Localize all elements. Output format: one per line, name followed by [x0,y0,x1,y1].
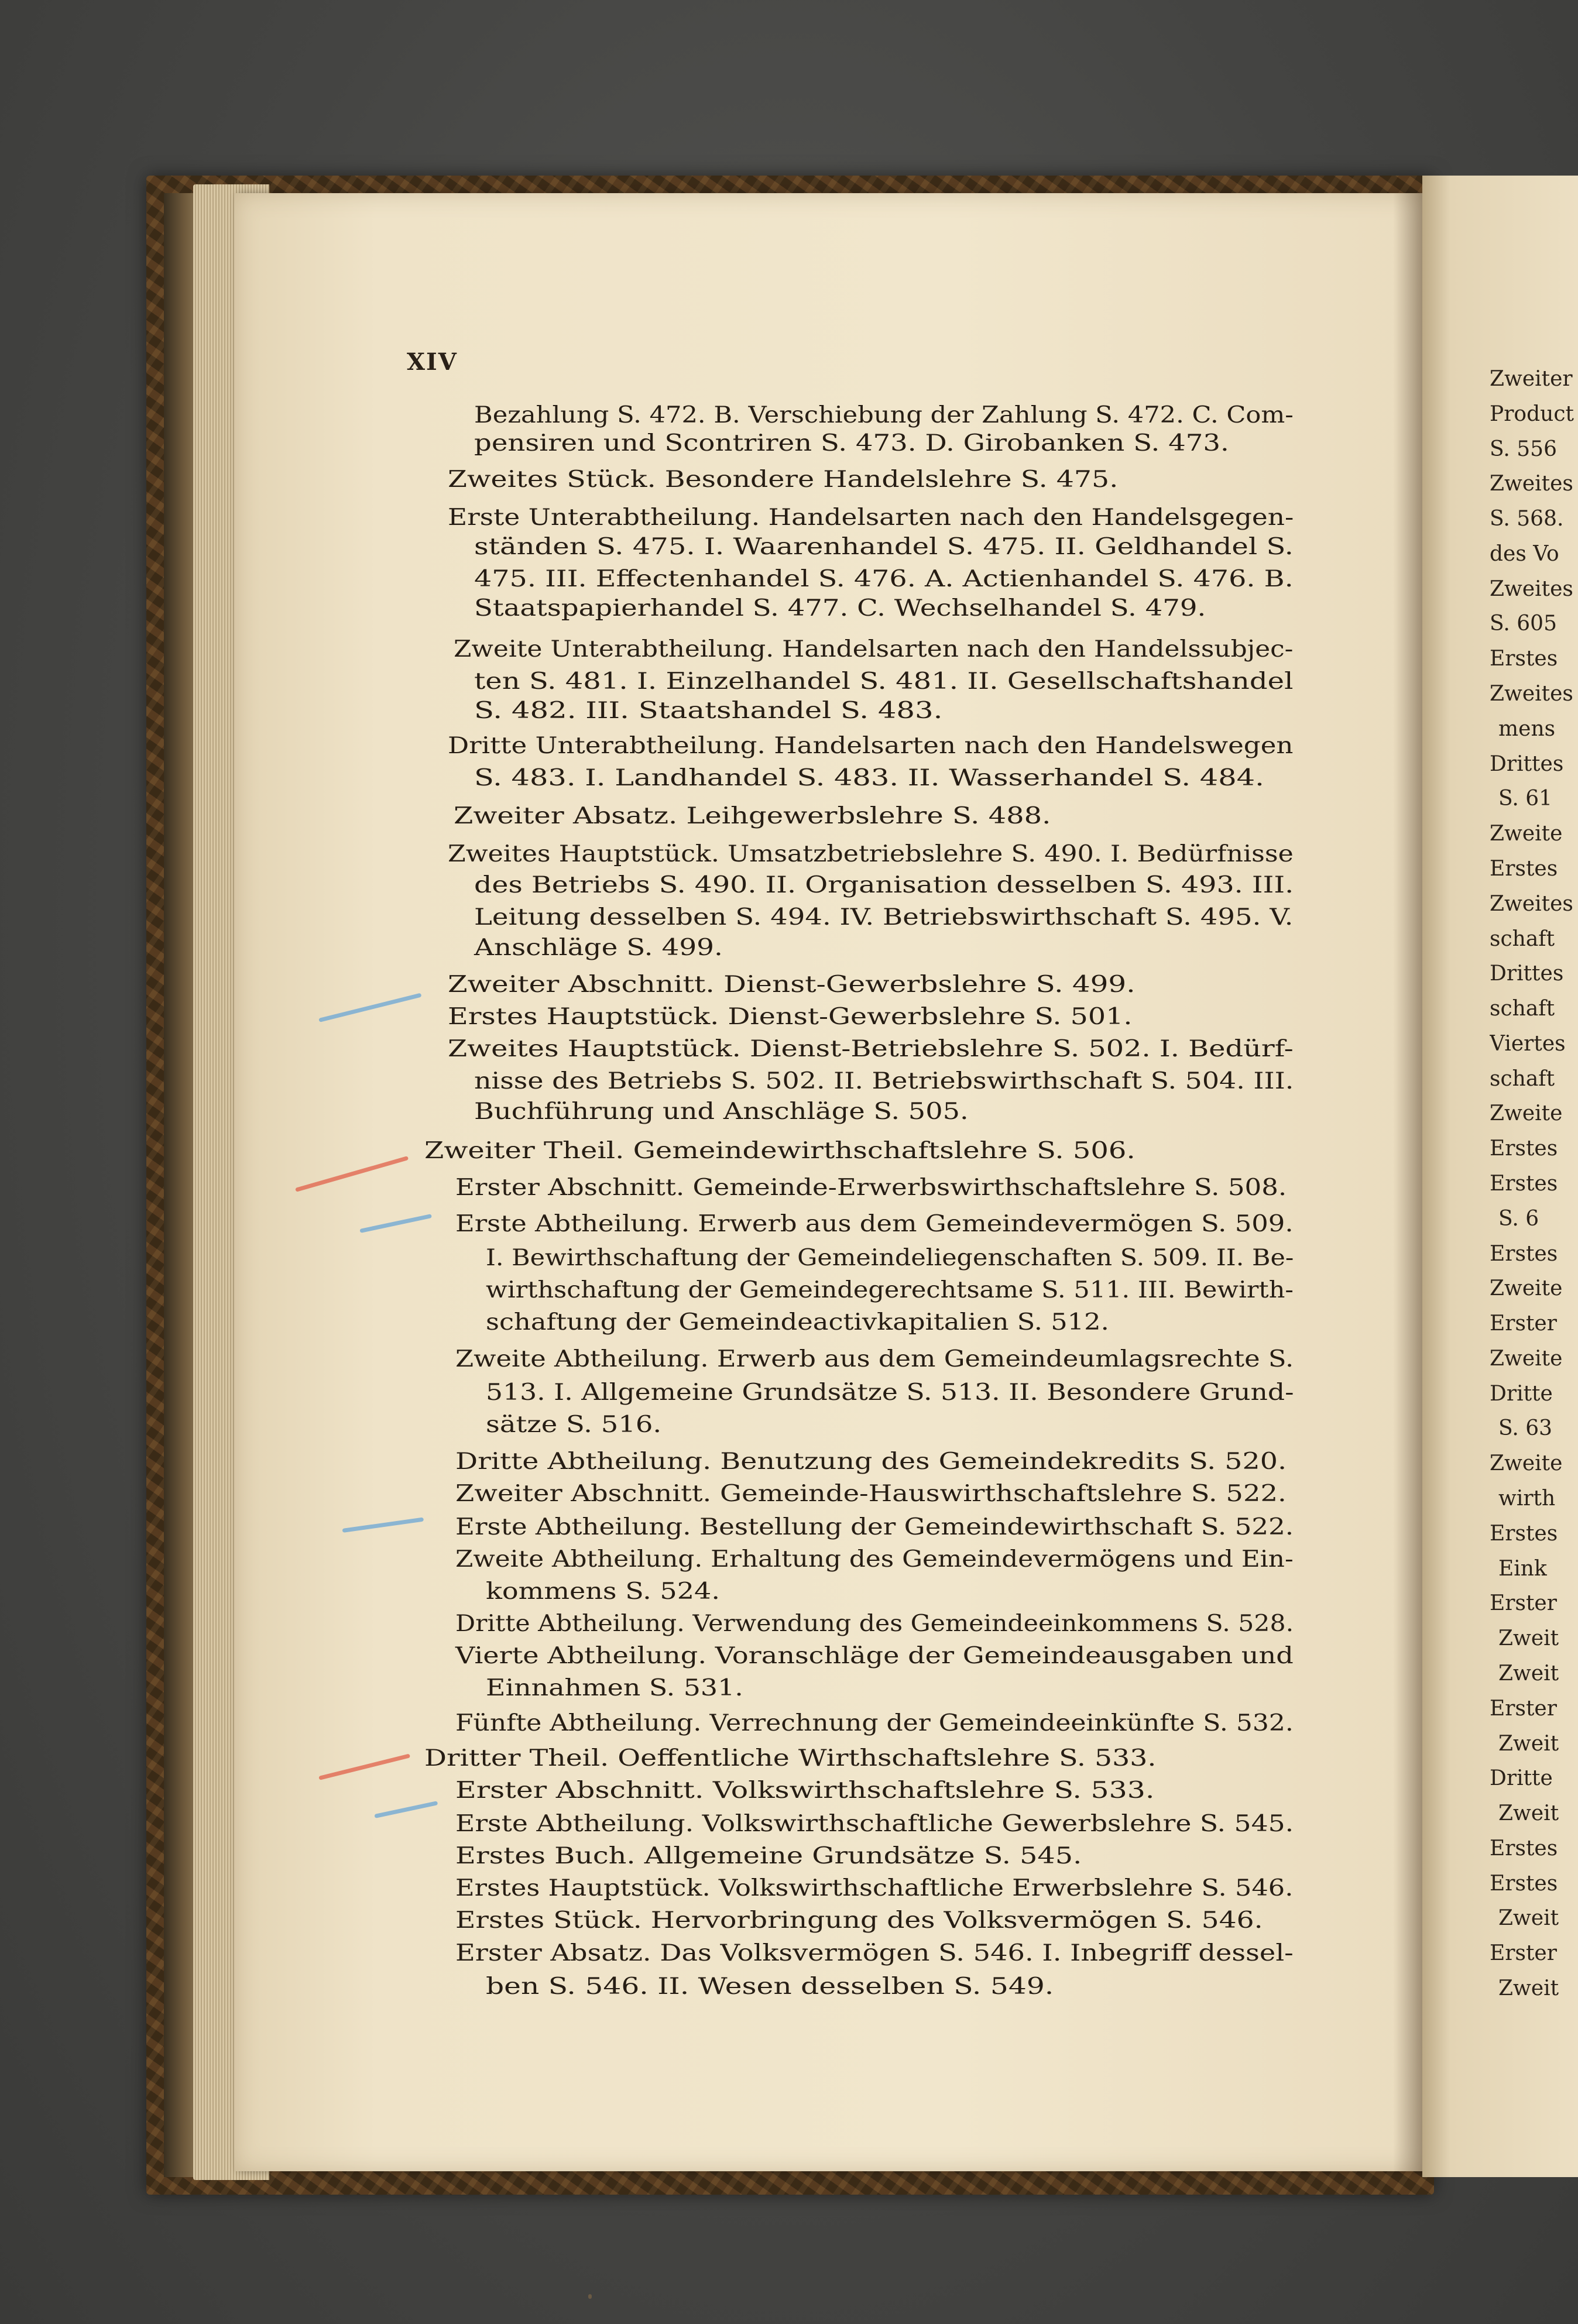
toc-line: Fünfte Abtheilung. Verrechnung der Gemeindeeinkünfte S. 532. [455,1709,1294,1736]
facing-page-line: Erstes [1490,858,1558,880]
facing-page-line: S. 61 [1498,788,1553,810]
toc-line: Dritte Abtheilung. Benutzung des Gemeindekredits S. 520. [455,1448,1287,1475]
facing-page-line: Dritte [1490,1383,1553,1405]
toc-line: ten S. 481. I. Einzelhandel S. 481. II. Gesellschaftshandel [474,668,1294,695]
toc-line: ben S. 546. II. Wesen desselben S. 549. [486,1973,1054,2000]
toc-line: Erstes Hauptstück. Volkswirthschaftliche Erwerbslehre S. 546. [455,1875,1294,1901]
toc-line: Buchführung und Anschläge S. 505. [474,1098,969,1125]
facing-page-line: Erstes [1490,1138,1558,1160]
toc-line: Zweite Unterabtheilung. Handelsarten nach den Handelssubjec- [454,636,1294,662]
facing-page-line: Erster [1490,1698,1557,1719]
toc-line: Vierte Abtheilung. Voranschläge der Gemeindeausgaben und [455,1642,1294,1669]
facing-page-line: Erster [1490,1593,1557,1615]
toc-line: Zweiter Abschnitt. Dienst-Gewerbslehre S. 499. [448,971,1136,998]
toc-line: 513. I. Allgemeine Grundsätze S. 513. II. Besondere Grund- [486,1379,1294,1406]
facing-page-line: Viertes [1490,1033,1566,1055]
toc-line: Bezahlung S. 472. B. Verschiebung der Zahlung S. 472. C. Com- [474,401,1294,428]
facing-page-line: Zweit [1498,1733,1559,1755]
facing-page-line: Drittes [1490,963,1564,985]
facing-page-line: Erstes [1490,1873,1558,1894]
facing-page-line: Zweite [1490,1348,1563,1369]
toc-line: I. Bewirthschaftung der Gemeindeliegenschaften S. 509. II. Be- [486,1244,1294,1271]
toc-line: ständen S. 475. I. Waarenhandel S. 475. II. Geldhandel S. [474,533,1294,560]
facing-page-line: wirth [1498,1488,1556,1510]
facing-page-line: S. 63 [1498,1418,1553,1440]
toc-line: kommens S. 524. [486,1578,720,1605]
facing-page-line: Erstes [1490,1838,1558,1859]
facing-page-line: Erster [1490,1313,1557,1335]
facing-page-line: Erstes [1490,648,1558,670]
toc-line: nisse des Betriebs S. 502. II. Betriebswirthschaft S. 504. III. [474,1067,1294,1094]
toc-line: Zweiter Theil. Gemeindewirthschaftslehre S. 506. [424,1137,1136,1164]
facing-page-line: Erstes [1490,1173,1558,1194]
facing-page-line: Zweite [1490,1453,1563,1475]
facing-page-line: S. 568. [1490,509,1564,530]
facing-page-line: Zweites [1490,684,1573,705]
toc-line: Zweiter Absatz. Leihgewerbslehre S. 488. [454,802,1051,829]
ink-speck [588,2294,592,2299]
toc-line: schaftung der Gemeindeactivkapitalien S. 512. [486,1309,1109,1336]
facing-page-line: S. 605 [1490,613,1557,635]
toc-line: Zweites Hauptstück. Dienst-Betriebslehre S. 502. I. Bedürf- [448,1035,1294,1062]
page-number: XIV [407,348,458,376]
toc-line: Erstes Hauptstück. Dienst-Gewerbslehre S. 501. [448,1003,1133,1030]
facing-page-line: des Vo [1490,543,1559,565]
toc-line: Zweite Abtheilung. Erwerb aus dem Gemeindeumlagsrechte S. [455,1345,1294,1372]
facing-page-line: schaft [1490,928,1555,950]
facing-page-line: Zweit [1498,1908,1559,1930]
toc-line: Dritter Theil. Oeffentliche Wirthschaftslehre S. 533. [424,1745,1157,1772]
facing-page-line: Erster [1490,1943,1557,1965]
toc-line: Erster Absatz. Das Volksvermögen S. 546. I. Inbegriff dessel- [455,1939,1294,1966]
facing-page-line: Zweit [1498,1663,1559,1684]
toc-line: Leitung desselben S. 494. IV. Betriebswirthschaft S. 495. V. [474,904,1294,931]
toc-line: Erstes Buch. Allgemeine Grundsätze S. 545. [455,1842,1082,1869]
facing-page-line: Zweite [1490,1103,1563,1125]
facing-page-line: Zweites [1490,893,1573,915]
facing-page-line: Zweit [1498,1978,1559,1999]
toc-line: 475. III. Effectenhandel S. 476. A. Actienhandel S. 476. B. [474,565,1294,592]
toc-line: S. 483. I. Landhandel S. 483. II. Wasserhandel S. 484. [474,764,1264,791]
toc-line: Dritte Unterabtheilung. Handelsarten nach den Handelswegen [448,732,1294,759]
toc-line: Erste Abtheilung. Bestellung der Gemeindewirthschaft S. 522. [455,1513,1294,1540]
toc-line: Zweite Abtheilung. Erhaltung des Gemeindevermögens und Ein- [455,1546,1294,1573]
facing-page-line: schaft [1490,998,1555,1020]
facing-page-line: S. 6 [1498,1208,1539,1230]
toc-line: Erste Unterabtheilung. Handelsarten nach den Handelsgegen- [448,504,1294,531]
toc-line: Erstes Stück. Hervorbringung des Volksvermögen S. 546. [455,1907,1263,1934]
facing-page-line: Zweiter [1490,369,1573,390]
toc-line: pensiren und Scontriren S. 473. D. Girobanken S. 473. [474,430,1229,456]
toc-line: Staatspapierhandel S. 477. C. Wechselhandel S. 479. [474,595,1206,622]
toc-line: Erste Abtheilung. Volkswirthschaftliche Gewerbslehre S. 545. [455,1810,1294,1837]
toc-line: Einnahmen S. 531. [486,1674,743,1701]
facing-page-line: schaft [1490,1068,1555,1090]
toc-line: Erster Abschnitt. Gemeinde-Erwerbswirthschaftslehre S. 508. [455,1174,1287,1201]
toc-line: S. 482. III. Staatshandel S. 483. [474,697,943,724]
facing-page-line: Product [1490,403,1574,425]
toc-line: des Betriebs S. 490. II. Organisation desselben S. 493. III. [474,871,1294,898]
toc-line: sätze S. 516. [486,1411,662,1438]
facing-page-line: Zweit [1498,1803,1559,1825]
toc-line: Zweiter Abschnitt. Gemeinde-Hauswirthschaftslehre S. 522. [455,1480,1287,1507]
facing-page-line: Zweites [1490,578,1573,600]
toc-line: Dritte Abtheilung. Verwendung des Gemeindeeinkommens S. 528. [455,1610,1294,1637]
toc-line: Anschläge S. 499. [474,934,723,961]
toc-line: Zweites Stück. Besondere Handelslehre S. 475. [448,466,1119,493]
facing-page-line: Dritte [1490,1768,1553,1790]
facing-page-line: Zweite [1490,823,1563,845]
facing-page-line: Drittes [1490,753,1564,775]
toc-line: Erster Abschnitt. Volkswirthschaftslehre S. 533. [455,1777,1155,1804]
facing-page-line: Zweites [1490,473,1573,495]
facing-page-line: Erstes [1490,1243,1558,1265]
toc-line: Erste Abtheilung. Erwerb aus dem Gemeindevermögen S. 509. [455,1210,1294,1237]
facing-page-line: S. 556 [1490,438,1557,460]
facing-page-line: Zweite [1490,1278,1563,1300]
facing-page-line: Eink [1498,1558,1547,1580]
facing-page-line: mens [1498,718,1556,740]
facing-page-line: Erstes [1490,1523,1558,1544]
toc-line: Zweites Hauptstück. Umsatzbetriebslehre S. 490. I. Bedürfnisse [448,840,1294,867]
toc-line: wirthschaftung der Gemeindegerechtsame S. 511. III. Bewirth- [486,1276,1294,1303]
facing-page-line: Zweit [1498,1628,1559,1650]
